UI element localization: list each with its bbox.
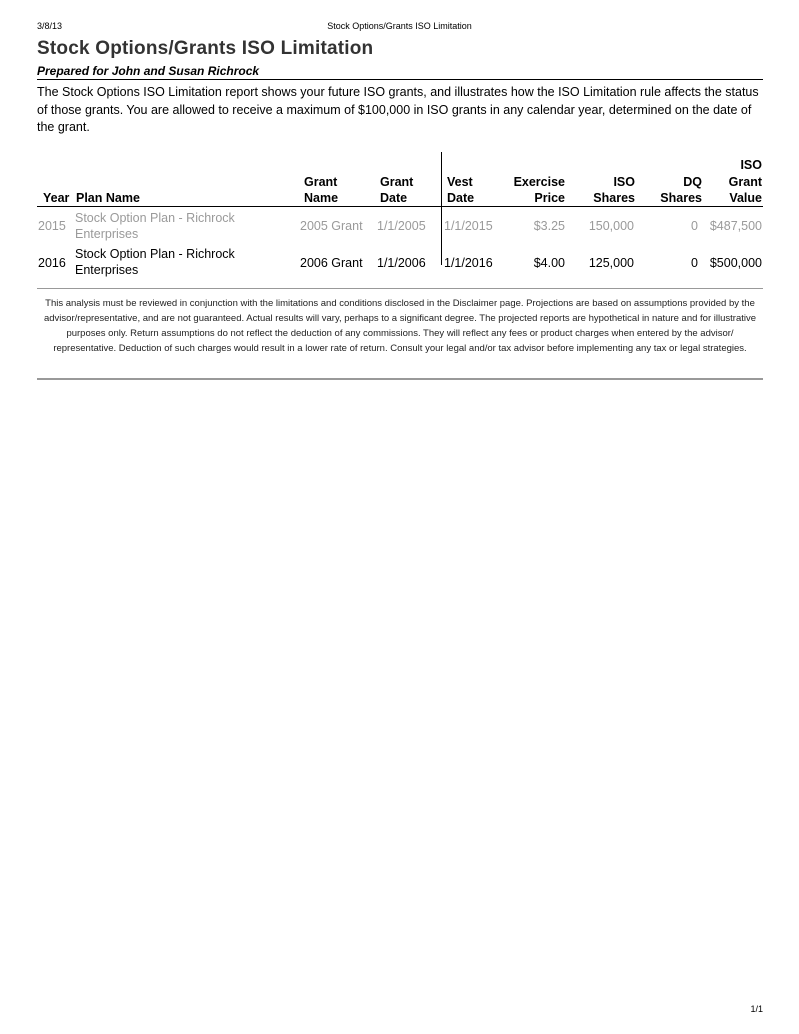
cell-grant-name: 2005 Grant xyxy=(300,219,363,233)
page-number: 1/1 xyxy=(750,1004,763,1014)
col-exercise-header-2: Price xyxy=(534,191,565,205)
col-iso-value-header-3: Value xyxy=(729,191,762,205)
col-iso-shares-header-1: ISO xyxy=(613,175,635,189)
cell-vest-date: 1/1/2016 xyxy=(444,256,493,270)
cell-iso-shares: 125,000 xyxy=(588,256,634,270)
col-dq-shares-header-1: DQ xyxy=(683,175,702,189)
col-vest-date-header-2: Date xyxy=(447,191,475,205)
disclaimer-bottom-divider xyxy=(37,378,763,380)
vest-date-divider xyxy=(441,152,442,265)
cell-exercise-price: $3.25 xyxy=(533,219,565,233)
disclaimer-top-divider xyxy=(37,288,763,289)
title-divider xyxy=(37,79,763,80)
cell-year: 2015 xyxy=(38,219,66,233)
cell-grant-date: 1/1/2005 xyxy=(377,219,426,233)
cell-dq-shares: 0 xyxy=(691,219,698,233)
cell-dq-shares: 0 xyxy=(691,256,698,270)
cell-iso-grant-value: $487,500 xyxy=(709,219,762,233)
intro-paragraph: The Stock Options ISO Limitation report shows your future ISO grants, and illustrates how the ISO Limitation rule affects the status of those grants. You are allowed to receive a maximum of $100,000 in ISO grants in any calendar year, determined on the date of the grant. xyxy=(37,85,759,134)
col-plan-name-header: Plan Name xyxy=(76,191,140,205)
cell-grant-name: 2006 Grant xyxy=(300,256,363,270)
cell-year: 2016 xyxy=(38,256,66,270)
col-grant-date-header-2: Date xyxy=(380,191,408,205)
col-iso-value-header-2: Grant xyxy=(728,175,762,189)
cell-iso-shares: 150,000 xyxy=(588,219,634,233)
col-vest-date-header-1: Vest xyxy=(447,175,473,189)
cell-exercise-price: $4.00 xyxy=(533,256,565,270)
cell-plan-name-line2: Enterprises xyxy=(75,227,139,241)
print-date: 3/8/13 xyxy=(37,21,63,31)
report-title: Stock Options/Grants ISO Limitation xyxy=(37,38,374,59)
print-header-title: Stock Options/Grants ISO Limitation xyxy=(327,21,472,31)
col-grant-date-header-1: Grant xyxy=(380,175,414,189)
cell-iso-grant-value: $500,000 xyxy=(709,256,762,270)
disclaimer-text: This analysis must be reviewed in conjunction with the limitations and conditions disclosed in the Disclaimer page. Projections are based on assumptions provided by the advisor/representative, and are not guaranteed. Actual results will vary, perhaps to a significant degree. The projected reports are hypothetical in nature and for illustrative purposes only. Return assumptions do not reflect the deduction of any commissions. They will reflect any fees or product charges when entered by the advisor/ representative. Deduction of such charges would result in a lower rate of return. Consult your legal and/or tax advisor before implementing any tax or legal strategies. xyxy=(43,298,757,354)
col-dq-shares-header-2: Shares xyxy=(660,191,702,205)
cell-plan-name-line2: Enterprises xyxy=(75,263,139,277)
cell-plan-name-line1: Stock Option Plan - Richrock xyxy=(75,211,235,225)
col-year-header: Year xyxy=(43,191,70,205)
prepared-for: Prepared for John and Susan Richrock xyxy=(37,64,260,78)
col-exercise-header-1: Exercise xyxy=(513,175,565,189)
col-grant-name-header-2: Name xyxy=(304,191,339,205)
table-header-divider xyxy=(37,206,763,207)
cell-plan-name-line1: Stock Option Plan - Richrock xyxy=(75,247,235,261)
cell-grant-date: 1/1/2006 xyxy=(377,256,426,270)
cell-vest-date: 1/1/2015 xyxy=(444,219,493,233)
col-iso-value-header-1: ISO xyxy=(740,158,762,172)
col-grant-name-header-1: Grant xyxy=(304,175,338,189)
col-iso-shares-header-2: Shares xyxy=(593,191,635,205)
